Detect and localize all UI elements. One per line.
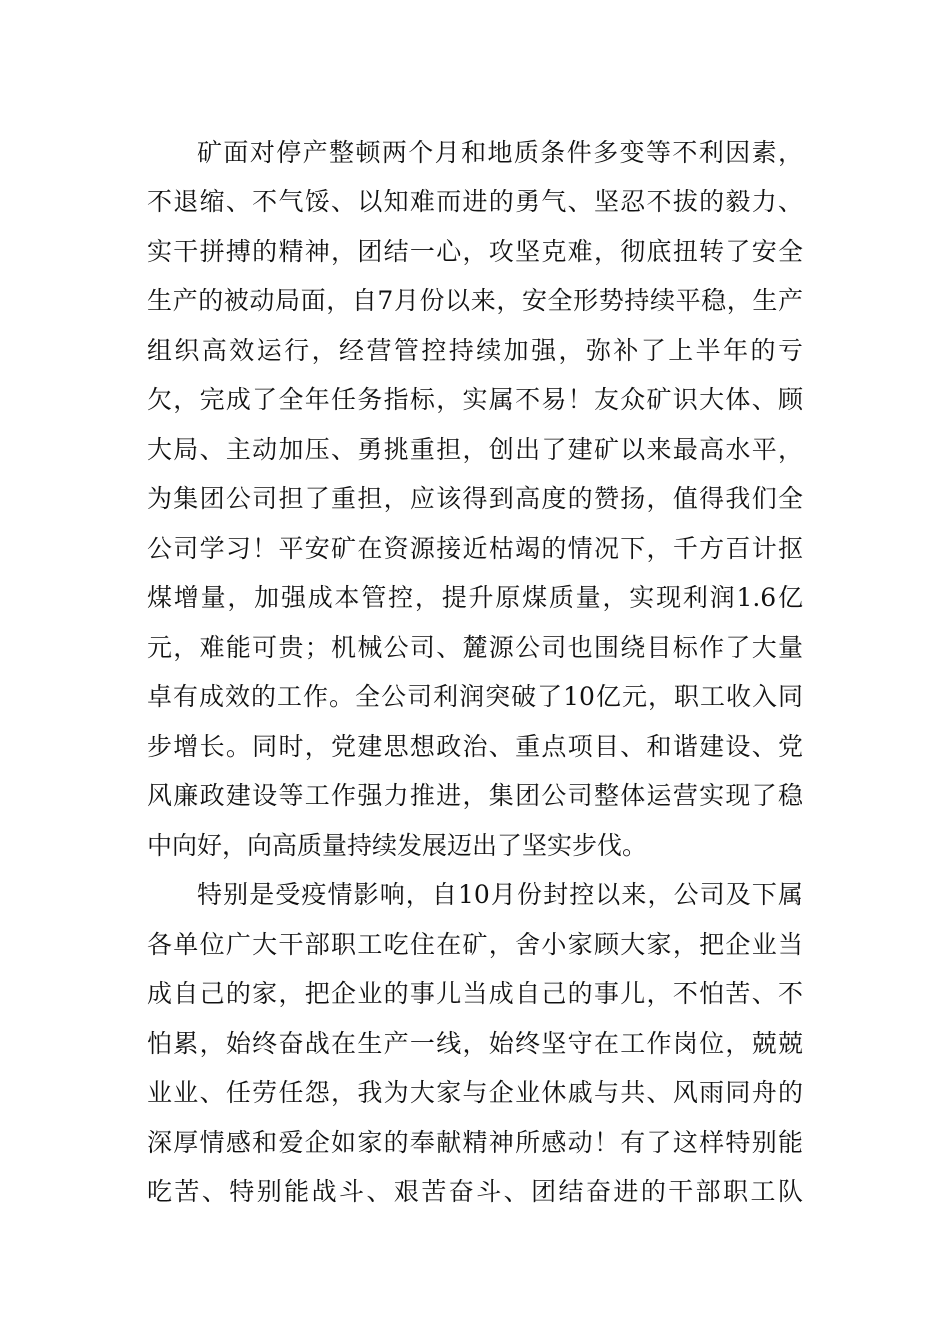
paragraph-2-line-6: 深厚情感和爱企如家的奉献精神所感动！有了这样特别能 [147,1128,803,1157]
paragraph-1-line-4: 生产的被动局面，自7月份以来，安全形势持续平稳，生产 [147,286,803,315]
paragraph-2-line-5: 业业、任劳任怨，我为大家与企业休戚与共、风雨同舟的 [147,1078,803,1107]
paragraph-1-line-9: 公司学习！平安矿在资源接近枯竭的情况下，千方百计抠 [147,534,803,563]
paragraph-1-line-13: 步增长。同时，党建思想政治、重点项目、和谐建设、党 [147,732,803,761]
paragraph-2-line-3: 成自己的家，把企业的事儿当成自己的事儿，不怕苦、不 [147,979,803,1008]
paragraph-1-line-3: 实干拼搏的精神，团结一心，攻坚克难，彻底扭转了安全 [147,237,803,266]
paragraph-1-line-5: 组织高效运行，经营管控持续加强，弥补了上半年的亏 [147,336,803,365]
paragraph-1-line-10: 煤增量，加强成本管控，提升原煤质量，实现利润1.6亿 [147,583,803,612]
paragraph-1-line-2: 不退缩、不气馁、以知难而进的勇气、坚忍不拔的毅力、 [147,187,803,216]
paragraph-1-line-15: 中向好，向高质量持续发展迈出了坚实步伐。 [147,831,648,860]
paragraph-1-line-6: 欠，完成了全年任务指标，实属不易！友众矿识大体、顾 [147,385,803,414]
paragraph-2-line-4: 怕累，始终奋战在生产一线，始终坚守在工作岗位，兢兢 [147,1029,803,1058]
paragraph-2-line-7: 吃苦、特别能战斗、艰苦奋斗、团结奋进的干部职工队 [147,1177,803,1206]
paragraph-1-line-12: 卓有成效的工作。全公司利润突破了10亿元，职工收入同 [147,682,803,711]
paragraph-1-line-14: 风廉政建设等工作强力推进，集团公司整体运营实现了稳 [147,781,803,810]
paragraph-2-line-1: 特别是受疫情影响，自10月份封控以来，公司及下属 [197,880,803,909]
paragraph-1-line-1: 矿面对停产整顿两个月和地质条件多变等不利因素， [197,138,803,167]
paragraph-2-line-2: 各单位广大干部职工吃住在矿，舍小家顾大家，把企业当 [147,930,803,959]
paragraph-1-line-11: 元，难能可贵；机械公司、麓源公司也围绕目标作了大量 [147,633,803,662]
paragraph-1-line-8: 为集团公司担了重担，应该得到高度的赞扬，值得我们全 [147,484,803,513]
paragraph-1-line-7: 大局、主动加压、勇挑重担，创出了建矿以来最高水平， [147,435,803,464]
